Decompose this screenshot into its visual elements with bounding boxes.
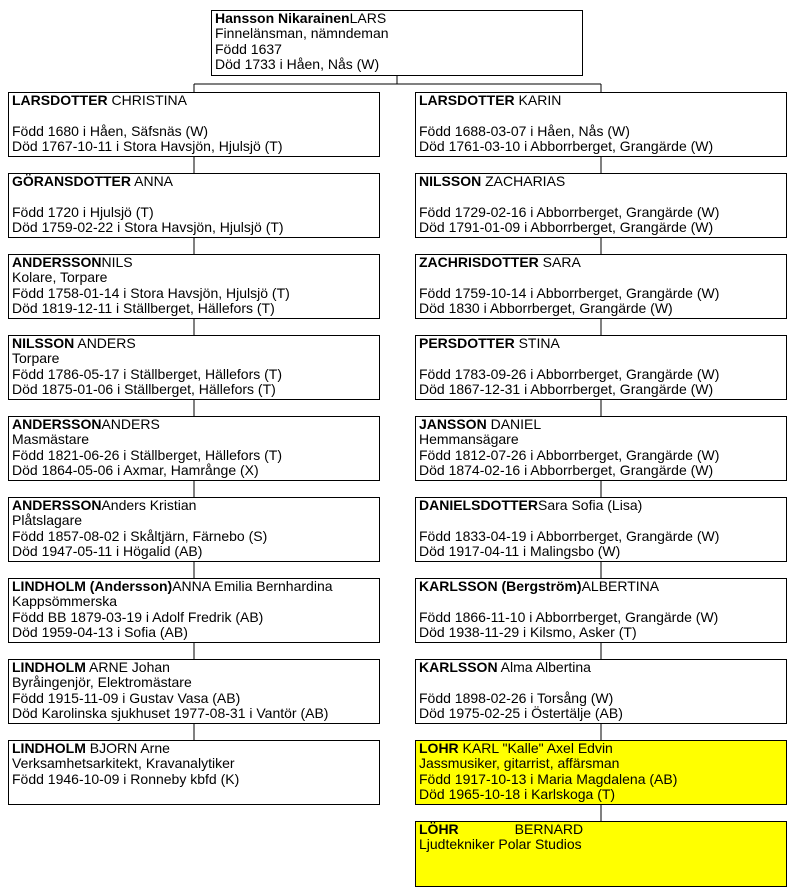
surname: LÖHR	[419, 821, 459, 837]
given-name: ZACHARIAS	[481, 173, 566, 189]
surname: ANDERSSON	[12, 497, 102, 513]
birth-info: Född 1898-02-26 i Torsång (W)	[419, 689, 614, 706]
occupation	[419, 270, 783, 285]
surname: LARSDOTTER	[12, 92, 108, 108]
death-info: Död 1875-01-06 i Ställberget, Hällefors (T)	[12, 381, 276, 398]
person-box-left-4	[8, 335, 380, 400]
person-box-right-5	[415, 416, 787, 481]
occupation: Ljudtekniker Polar Studios	[419, 836, 582, 853]
birth-info: Född 1637	[215, 40, 282, 57]
death-info: Död 1791-01-09 i Abborrberget, Grangärde (W)	[419, 219, 714, 236]
person-box-right-10	[415, 821, 787, 887]
birth-info: Född 1946-10-09 i Ronneby kbfd (K)	[12, 770, 240, 787]
person-box-right-7	[415, 578, 787, 643]
person-box-left-6	[8, 497, 380, 562]
occupation: Torpare	[12, 350, 60, 367]
death-info: Död 1975-02-25 i Östertälje (AB)	[419, 705, 623, 722]
given-name: BERNARD	[514, 821, 584, 837]
birth-info: Född 1917-10-13 i Maria Magdalena (AB)	[419, 770, 678, 787]
given-name: ARNE Johan	[85, 659, 170, 675]
surname: NILSSON	[12, 335, 75, 351]
name-line	[419, 660, 783, 675]
name-line	[419, 498, 783, 513]
death-info: Död 1759-02-22 i Stora Havsjön, Hjulsjö (T)	[12, 219, 284, 236]
given-name: BJORN Arne	[85, 740, 170, 756]
person-box-right-8	[415, 659, 787, 724]
surname: DANIELSDOTTER	[419, 497, 538, 513]
death-info: Död 1874-02-16 i Abborrberget, Grangärde (W)	[419, 462, 714, 479]
given-name: STINA	[514, 335, 560, 351]
name-line	[12, 498, 376, 513]
name-line	[419, 417, 783, 432]
given-name: NILS	[101, 254, 133, 270]
name-line	[12, 579, 376, 594]
occupation	[419, 108, 783, 123]
occupation	[419, 594, 783, 609]
surname: KARLSSON (Bergström)	[419, 578, 582, 594]
occupation: Kolare, Torpare	[12, 269, 108, 286]
name-line	[12, 741, 376, 756]
name-line	[215, 11, 579, 26]
death-info: Död 1867-12-31 i Abborrberget, Grangärde (W)	[419, 381, 714, 398]
birth-info: Född 1857-08-02 i Skåltjärn, Färnebo (S)	[12, 527, 268, 544]
given-name: LARS	[349, 10, 387, 26]
birth-info: Född 1866-11-10 i Abborrberget, Grangärde (W)	[419, 608, 719, 625]
person-box-left-1	[8, 92, 380, 157]
death-info: Död 1959-04-13 i Sofia (AB)	[12, 624, 188, 641]
occupation: Byråingenjör, Elektromästare	[12, 674, 192, 691]
given-name: ANNA	[131, 173, 174, 189]
person-box-right-2	[415, 173, 787, 238]
birth-info: Född 1812-07-26 i Abborrberget, Grangärde (W)	[419, 446, 720, 463]
given-name: DANIEL	[486, 416, 542, 432]
name-line	[12, 660, 376, 675]
given-name: ANDERS	[74, 335, 136, 351]
name-line	[419, 255, 783, 270]
occupation	[12, 108, 376, 123]
birth-info: Född 1720 i Hjulsjö (T)	[12, 203, 154, 220]
occupation: Hemmansägare	[419, 431, 519, 448]
surname: LINDHOLM (Andersson)	[12, 578, 173, 594]
person-box-left-7	[8, 578, 380, 643]
birth-info: Född 1833-04-19 i Abborrberget, Grangärde (W)	[419, 527, 720, 544]
given-name: Anders Kristian	[101, 497, 197, 513]
given-name: KARL "Kalle" Axel Edvin	[458, 740, 613, 756]
person-box-right-1	[415, 92, 787, 157]
occupation: Verksamhetsarkitekt, Kravanalytiker	[12, 755, 235, 772]
occupation: Kappsömmerska	[12, 593, 118, 610]
occupation	[419, 675, 783, 690]
occupation	[419, 351, 783, 366]
birth-info: Född 1783-09-26 i Abborrberget, Grangärde (W)	[419, 365, 720, 382]
given-name: Sara Sofia (Lisa)	[538, 497, 643, 513]
birth-info: Född 1758-01-14 i Stora Havsjön, Hjulsjö (T)	[12, 284, 290, 301]
name-line	[12, 255, 376, 270]
surname: GÖRANSDOTTER	[12, 173, 131, 189]
surname: LARSDOTTER	[419, 92, 515, 108]
death-info: Död 1733 i Håen, Nås (W)	[215, 56, 380, 73]
surname: LINDHOLM	[12, 740, 86, 756]
person-box-right-4	[415, 335, 787, 400]
birth-info: Född 1821-06-26 i Ställberget, Hällefors (T)	[12, 446, 283, 463]
name-line	[419, 579, 783, 594]
given-name: SARA	[538, 254, 581, 270]
surname: NILSSON	[419, 173, 482, 189]
death-info: Död 1819-12-11 i Ställberget, Hällefors (T)	[12, 300, 275, 317]
surname: ZACHRISDOTTER	[419, 254, 539, 270]
name-line	[12, 336, 376, 351]
given-name: ALBERTINA	[581, 578, 660, 594]
birth-info: Född BB 1879-03-19 i Adolf Fredrik (AB)	[12, 608, 264, 625]
given-name: ANNA Emilia Bernhardina	[172, 578, 333, 594]
occupation: Masmästare	[12, 431, 90, 448]
death-info	[12, 787, 376, 802]
death-info: Död 1938-11-29 i Kilsmo, Asker (T)	[419, 624, 637, 641]
person-box-right-9	[415, 740, 787, 805]
surname: Hansson Nikarainen	[215, 10, 350, 26]
name-line	[12, 174, 376, 189]
name-line	[12, 93, 376, 108]
name-line	[419, 822, 783, 837]
surname: PERSDOTTER	[419, 335, 515, 351]
given-name: KARIN	[514, 92, 562, 108]
surname: LOHR	[419, 740, 459, 756]
name-line	[419, 93, 783, 108]
given-name: ANDERS	[101, 416, 160, 432]
person-box-right-6	[415, 497, 787, 562]
person-box-left-9	[8, 740, 380, 805]
given-name: CHRISTINA	[107, 92, 188, 108]
name-line	[419, 174, 783, 189]
person-box-right-3	[415, 254, 787, 319]
surname: JANSSON	[419, 416, 487, 432]
death-info: Död 1761-03-10 i Abborrberget, Grangärde (W)	[419, 138, 714, 155]
name-line	[419, 336, 783, 351]
death-info: Död 1864-05-06 i Axmar, Hamrånge (X)	[12, 462, 259, 479]
birth-info: Född 1759-10-14 i Abborrberget, Grangärde (W)	[419, 284, 720, 301]
name-line	[12, 417, 376, 432]
death-info: Död Karolinska sjukhuset 1977-08-31 i Vantör (AB)	[12, 705, 329, 722]
occupation: Finnelänsman, nämndeman	[215, 25, 389, 42]
surname: LINDHOLM	[12, 659, 86, 675]
person-box-left-5	[8, 416, 380, 481]
death-info: Död 1767-10-11 i Stora Havsjön, Hjulsjö (T)	[12, 138, 283, 155]
occupation	[12, 189, 376, 204]
death-info: Död 1830 i Abborrberget, Grangärde (W)	[419, 300, 673, 317]
surname: ANDERSSON	[12, 416, 102, 432]
birth-info: Född 1915-11-09 i Gustav Vasa (AB)	[12, 689, 241, 706]
birth-info: Född 1729-02-16 i Abborrberget, Grangärde (W)	[419, 203, 720, 220]
person-box-left-3	[8, 254, 380, 319]
birth-info: Född 1680 i Håen, Säfsnäs (W)	[12, 122, 209, 139]
person-box-root	[211, 10, 583, 76]
occupation	[419, 189, 783, 204]
birth-info: Född 1688-03-07 i Håen, Nås (W)	[419, 122, 630, 139]
death-info: Död 1947-05-11 i Högalid (AB)	[12, 543, 203, 560]
death-info: Död 1917-04-11 i Malingsbo (W)	[419, 543, 621, 560]
person-box-left-2	[8, 173, 380, 238]
surname: KARLSSON	[419, 659, 498, 675]
occupation	[419, 513, 783, 528]
person-box-left-8	[8, 659, 380, 724]
occupation: Plåtslagare	[12, 512, 83, 529]
occupation: Jassmusiker, gitarrist, affärsman	[419, 755, 620, 772]
surname: ANDERSSON	[12, 254, 102, 270]
given-name: Alma Albertina	[497, 659, 591, 675]
name-line	[419, 741, 783, 756]
birth-info: Född 1786-05-17 i Ställberget, Hällefors (T)	[12, 365, 283, 382]
death-info: Död 1965-10-18 i Karlskoga (T)	[419, 786, 616, 803]
